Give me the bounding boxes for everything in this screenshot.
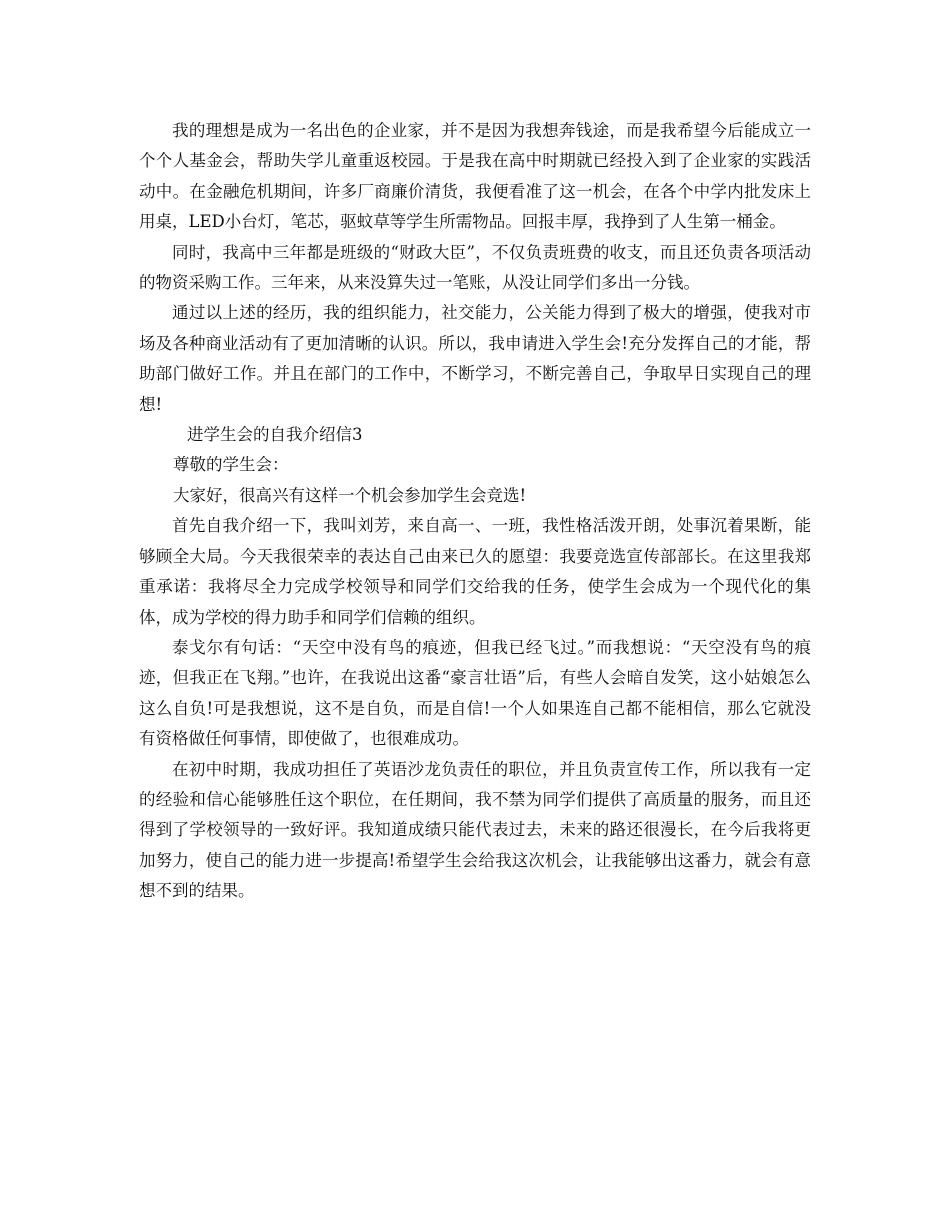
paragraph-finance-minister: 同时，我高中三年都是班级的“财政大臣”，不仅负责班费的收支，而且还负责各项活动的物资采购工作。三年来，从来没算失过一笔账，从没让同学们多出一分钱。 xyxy=(139,242,811,293)
salutation: 尊敬的学生会： xyxy=(173,455,289,475)
paragraph-tagore-quote: 泰戈尔有句话：“天空中没有鸟的痕迹，但我已经飞过。”而我想说：“天空没有鸟的痕迹，但我正在飞翔。”也许，在我说出这番“豪言壮语”后，有些人会暗自发笑，这小姑娘怎么这么自负!可是我想说，这不是自负，而是自信!一个人如果连自己都不能相信，那么它就没有资格做任何事情，即使做了，也很难成功。 xyxy=(139,637,811,749)
paragraph-self-intro: 首先自我介绍一下，我叫刘芳，来自高一、一班，我性格活泼开朗，处事沉着果断，能够顾全大局。今天我很荣幸的表达自己由来已久的愿望：我要竞选宣传部部长。在这里我郑重承诺：我将尽全力完成学校领导和同学们交给我的任务，使学生会成为一个现代化的集体，成为学校的得力助手和同学们信赖的组织。 xyxy=(139,516,811,627)
paragraph-middle-school: 在初中时期，我成功担任了英语沙龙负责任的职位，并且负责宣传工作，所以我有一定的经验和信心能够胜任这个职位，在任期间，我不禁为同学们提供了高质量的服务，而且还得到了学校领导的一致好评。我知道成绩只能代表过去，未来的路还很漫长，在今后我将更加努力，使自己的能力进一步提高!希望学生会给我这次机会，让我能够出这番力，就会有意想不到的结果。 xyxy=(139,759,811,901)
section-title: 进学生会的自我介绍信3 xyxy=(187,425,363,445)
greeting: 大家好，很高兴有这样一个机会参加学生会竞选! xyxy=(173,485,527,505)
document-body xyxy=(139,116,811,907)
paragraph-experience: 通过以上述的经历，我的组织能力，社交能力，公关能力得到了极大的增强，使我对市场及各种商业活动有了更加清晰的认识。所以，我申请进入学生会!充分发挥自己的才能，帮助部门做好工作。并且在部门的工作中，不断学习，不断完善自己，争取早日实现自己的理想! xyxy=(139,303,811,414)
paragraph-ideal: 我的理想是成为一名出色的企业家，并不是因为我想奔钱途，而是我希望今后能成立一个个人基金会，帮助失学儿童重返校园。于是我在高中时期就已经投入到了企业家的实践活动中。在金融危机期间，许多厂商廉价清货，我便看准了这一机会，在各个中学内批发床上用桌，LED小台灯，笔芯，驱蚊草等学生所需物品。回报丰厚，我挣到了人生第一桶金。 xyxy=(139,121,811,232)
